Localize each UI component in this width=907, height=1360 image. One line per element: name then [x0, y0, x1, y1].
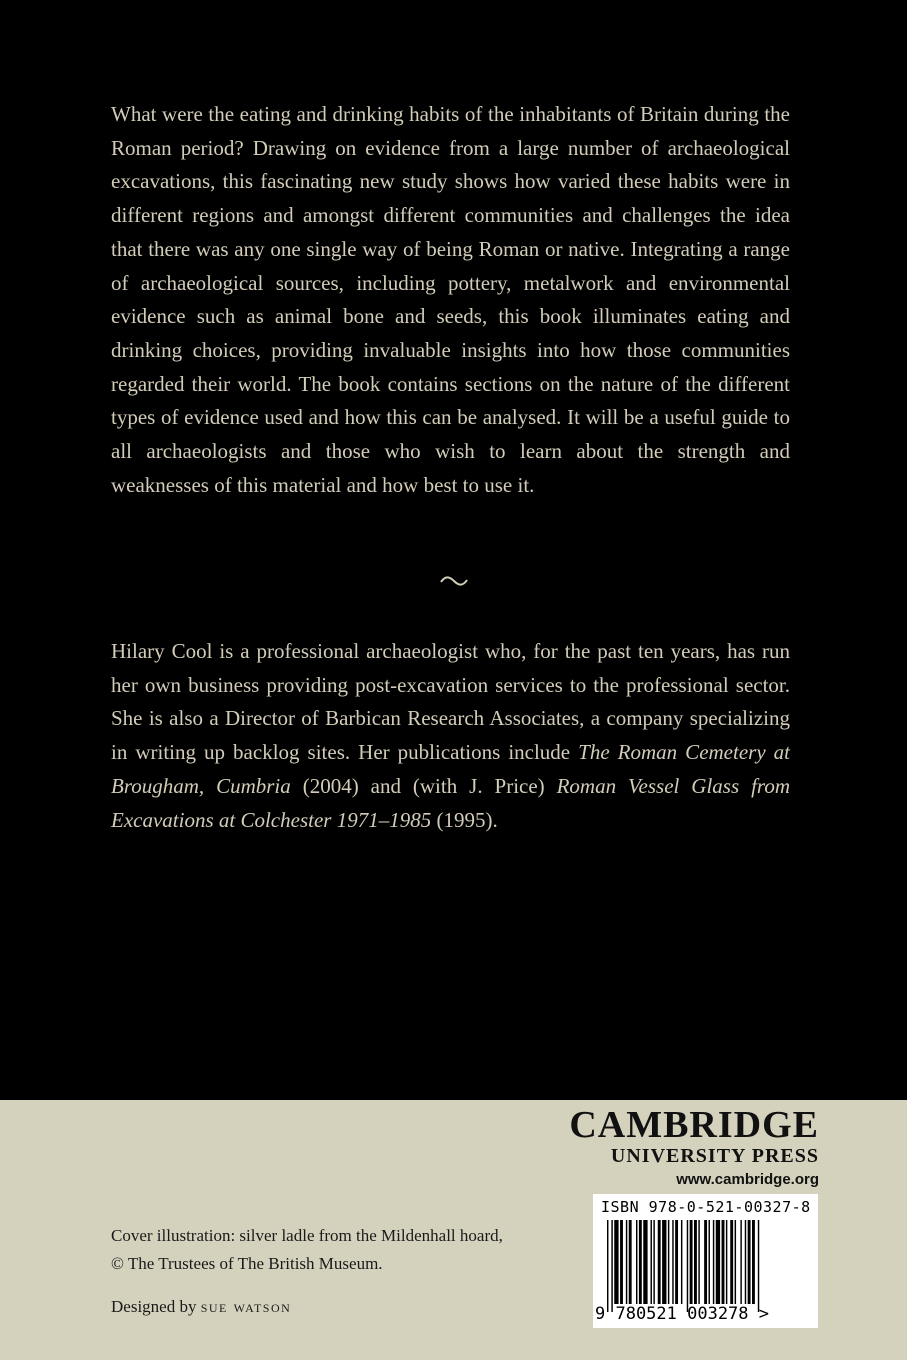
barcode-digits: 9 780521 003278 > — [595, 1304, 769, 1324]
publisher-subtitle: UNIVERSITY PRESS — [610, 1145, 819, 1167]
copyright-credit: © The Trustees of The British Museum. — [111, 1254, 383, 1273]
publisher-logo — [569, 1105, 819, 1191]
bio-text-2: (2004) and (with J. Price) — [290, 773, 557, 798]
publisher-name: CAMBRIDGE — [569, 1104, 819, 1146]
bio-title-1: The Roman Cemetery at Brougham, Cumbria — [111, 740, 791, 798]
ornament-divider-icon — [438, 573, 470, 589]
bio-text-1: Hilary Cool is a professional archaeologist who, for the past ten years, has run her own business providing post-excavation services to the professional sector. She is also a Director of Barbican Research Associates, a company specializing in writing up backlog sites. Her publications include — [111, 639, 790, 765]
designer-prefix: Designed by — [111, 1297, 201, 1316]
cover-illustration-credit: Cover illustration: silver ladle from the Mildenhall hoard, — [111, 1226, 503, 1245]
book-description: What were the eating and drinking habits of the inhabitants of Britain during the Roman period? Drawing on evidence from a large number of archaeological excavations, this fascinating new study shows how varied these habits were in different regions and amongst different communities and challenges the idea that there was any one single way of being Roman or native. Integrating a range of archaeological sources, including pottery, metalwork and environmental evidence such as animal bone and seeds, this book illuminates eating and drinking choices, providing invaluable insights into how those communities regarded their world. The book contains sections on the nature of the different types of evidence used and how this can be analysed. It will be a useful guide to all archaeologists and those who wish to learn about the strength and weaknesses of this material and how best to use it. — [111, 102, 790, 497]
isbn-label: ISBN 978-0-521-00327-8 — [601, 1198, 811, 1216]
publisher-url: www.cambridge.org — [676, 1171, 819, 1188]
bio-title-2: Roman Vessel Glass from Excavations at Colchester 1971–1985 — [111, 773, 790, 832]
isbn-barcode-box — [593, 1194, 818, 1328]
designer-credit — [111, 1297, 291, 1317]
designer-name: sue watson — [200, 1297, 292, 1316]
bio-text-3: (1995). — [431, 807, 498, 832]
author-biography — [111, 635, 790, 837]
